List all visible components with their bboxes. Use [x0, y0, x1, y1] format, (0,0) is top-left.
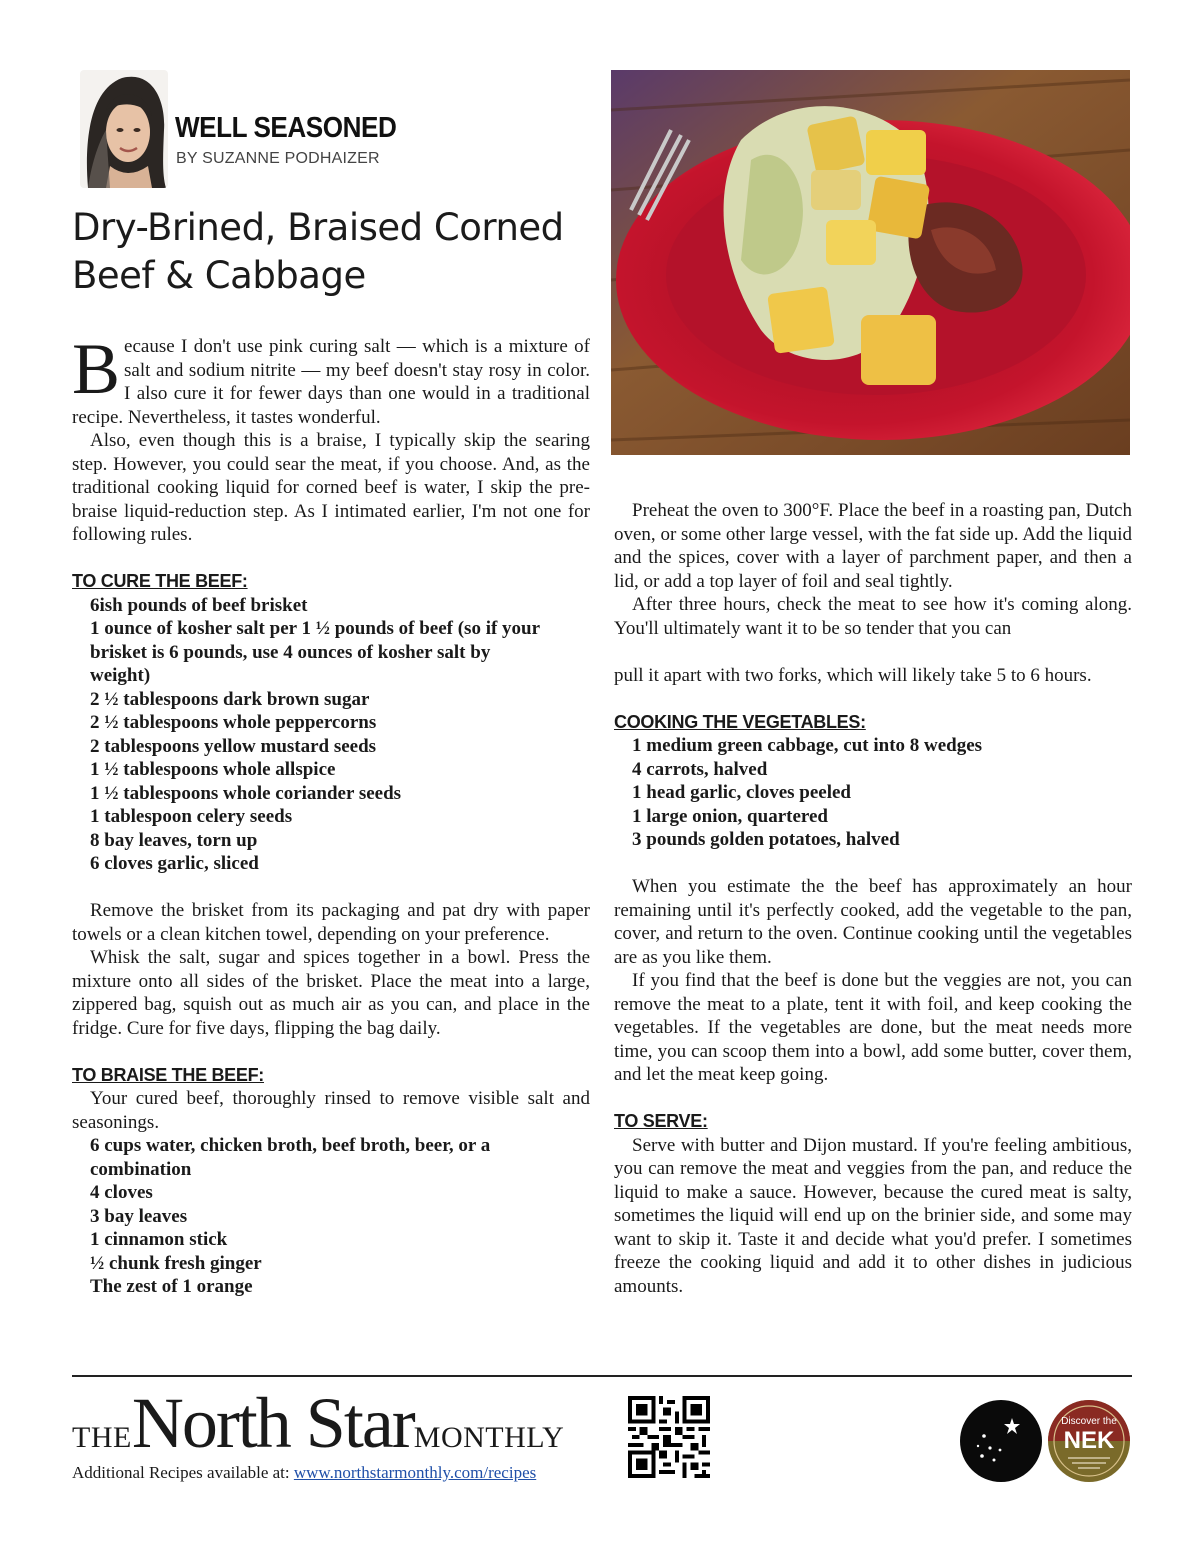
- brand-the: THE: [72, 1421, 132, 1454]
- vegetable-list: [614, 734, 1132, 852]
- serve-heading: TO SERVE:: [614, 1111, 708, 1131]
- list-item: 1 ½ tablespoons whole coriander seeds: [90, 782, 402, 804]
- right-column: [614, 499, 1132, 1298]
- column-name: WELL SEASONED: [175, 112, 397, 144]
- braise-ingredient-list: [72, 1134, 590, 1299]
- list-item: 8 bay leaves, torn up: [90, 829, 258, 851]
- footer-divider: [72, 1375, 1132, 1377]
- left-column: [72, 329, 590, 1299]
- braise-paragraph-2: After three hours, check the meat to see how it's coming along. You'll ultimately want it to be so tender that you can: [614, 594, 1132, 639]
- list-item: 1 tablespoon celery seeds: [90, 806, 293, 827]
- star-constellation-icon: [960, 1400, 1042, 1482]
- recipes-link[interactable]: www.northstarmonthly.com/recipes: [293, 1463, 537, 1482]
- dropcap: B: [72, 329, 121, 409]
- list-item: 6 cloves garlic, sliced: [90, 853, 259, 874]
- list-item: 6 cups water, chicken broth, beef broth, beer, or a combination: [90, 1135, 491, 1180]
- list-item: 3 pounds golden potatoes, halved: [632, 829, 900, 850]
- list-item: 4 cloves: [90, 1182, 153, 1203]
- list-item: 3 bay leaves: [90, 1205, 188, 1227]
- list-item: 2 ½ tablespoons dark brown sugar: [90, 688, 370, 710]
- publication-logo: [72, 1383, 565, 1463]
- recipes-label: Additional Recipes available at:: [72, 1463, 290, 1482]
- list-item: 1 medium green cabbage, cut into 8 wedges: [632, 735, 983, 756]
- brand-monthly: MONTHLY: [413, 1421, 565, 1454]
- article-title: Dry-Brined, Braised Corned Beef & Cabbage: [72, 206, 564, 297]
- nek-discover-text: Discover the: [1061, 1416, 1117, 1427]
- cure-paragraph-2: Whisk the salt, sugar and spices together in a bowl. Press the mixture onto all sides of the brisket. Place the meat into a large, zippered bag, squish out as much air as you can, and place in the fridge. Cure for five days, flipping the bag daily.: [72, 947, 590, 1039]
- list-item: ½ chunk fresh ginger: [90, 1252, 262, 1274]
- intro-paragraph-1: [72, 329, 590, 429]
- cure-ingredient-list: [72, 594, 590, 876]
- author-photo: [80, 70, 168, 188]
- cure-heading: TO CURE THE BEEF:: [72, 571, 248, 591]
- list-item: The zest of 1 orange: [90, 1276, 253, 1297]
- braise-lead: Your cured beef, thoroughly rinsed to remove visible salt and seasonings.: [72, 1088, 590, 1133]
- food-photo: [611, 70, 1130, 455]
- recipes-note: [72, 1463, 536, 1483]
- byline: BY SUZANNE PODHAIZER: [176, 150, 380, 167]
- braise-paragraph-2-continued: pull it apart with two forks, which will likely take 5 to 6 hours.: [614, 664, 1092, 686]
- list-item: 4 carrots, halved: [632, 758, 768, 780]
- vegetables-heading: COOKING THE VEGETABLES:: [614, 711, 866, 732]
- list-item: 1 ounce of kosher salt per 1 ½ pounds of beef (so if your brisket is 6 pounds, use 4 ounces of kosher salt by weight): [90, 618, 540, 686]
- list-item: 1 large onion, quartered: [632, 805, 828, 827]
- braise-heading: TO BRAISE THE BEEF:: [72, 1064, 264, 1085]
- list-item: 2 ½ tablespoons whole peppercorns: [90, 712, 377, 733]
- list-item: 1 ½ tablespoons whole allspice: [90, 759, 336, 780]
- list-item: 1 cinnamon stick: [90, 1229, 228, 1250]
- list-item: 6ish pounds of beef brisket: [90, 594, 308, 616]
- braise-paragraph-1: Preheat the oven to 300°F. Place the beef in a roasting pan, Dutch oven, or some other large vessel, with the fat side up. Add the liquid and the spices, cover with a layer of parchment paper, and then a lid, or add a top layer of foil and seal tightly.: [614, 500, 1132, 592]
- list-item: 2 tablespoons yellow mustard seeds: [90, 735, 377, 757]
- brand-name: North Star: [131, 1383, 414, 1463]
- cure-paragraph-1: Remove the brisket from its packaging and pat dry with paper towels or a clean kitchen towel, depending on your preference.: [72, 900, 590, 945]
- qr-code-icon[interactable]: [628, 1396, 710, 1478]
- serve-paragraph: Serve with butter and Dijon mustard. If you're feeling ambitious, you can remove the meat and veggies from the pan, and reduce the liquid to make a sauce. However, because the cured meat is salty, sometimes the liquid will end up on the brinier side, and some may want to skip it. Taste it and decide what you'd prefer. I sometimes freeze the cooking liquid and add it to other dishes in judicious amounts.: [614, 1134, 1132, 1297]
- intro-paragraph-2: Also, even though this is a braise, I typically skip the searing step. However, you could sear the meat, if you choose. And, as the traditional cooking liquid for corned beef is water, I skip the pre-braise liquid-reduction step. As I intimated earlier, I'm not one for following rules.: [72, 430, 590, 545]
- nek-label-text: NEK: [1063, 1427, 1115, 1454]
- intro-paragraph-1-text: ecause I don't use pink curing salt — which is a mixture of salt and sodium nitrite — my beef doesn't stay rosy in color. I also cure it for fewer days than one would in a traditional recipe. Nevertheless, it tastes wonderful.: [72, 336, 590, 428]
- discover-nek-badge: [1048, 1400, 1130, 1482]
- vegetables-paragraph-1: When you estimate the the beef has approximately an hour remaining until it's perfectly cooked, add the vegetable to the pan, cover, and return to the oven. Continue cooking until the vegetables are as you like them.: [614, 876, 1132, 968]
- list-item: 1 head garlic, cloves peeled: [632, 782, 851, 803]
- vegetables-paragraph-2: If you find that the beef is done but the veggies are not, you can remove the meat to a plate, tent it with foil, and keep cooking the vegetables. If the vegetables are done, but the meat needs more time, you can scoop them into a bowl, add some butter, cover them, and let the meat keep going.: [614, 970, 1132, 1085]
